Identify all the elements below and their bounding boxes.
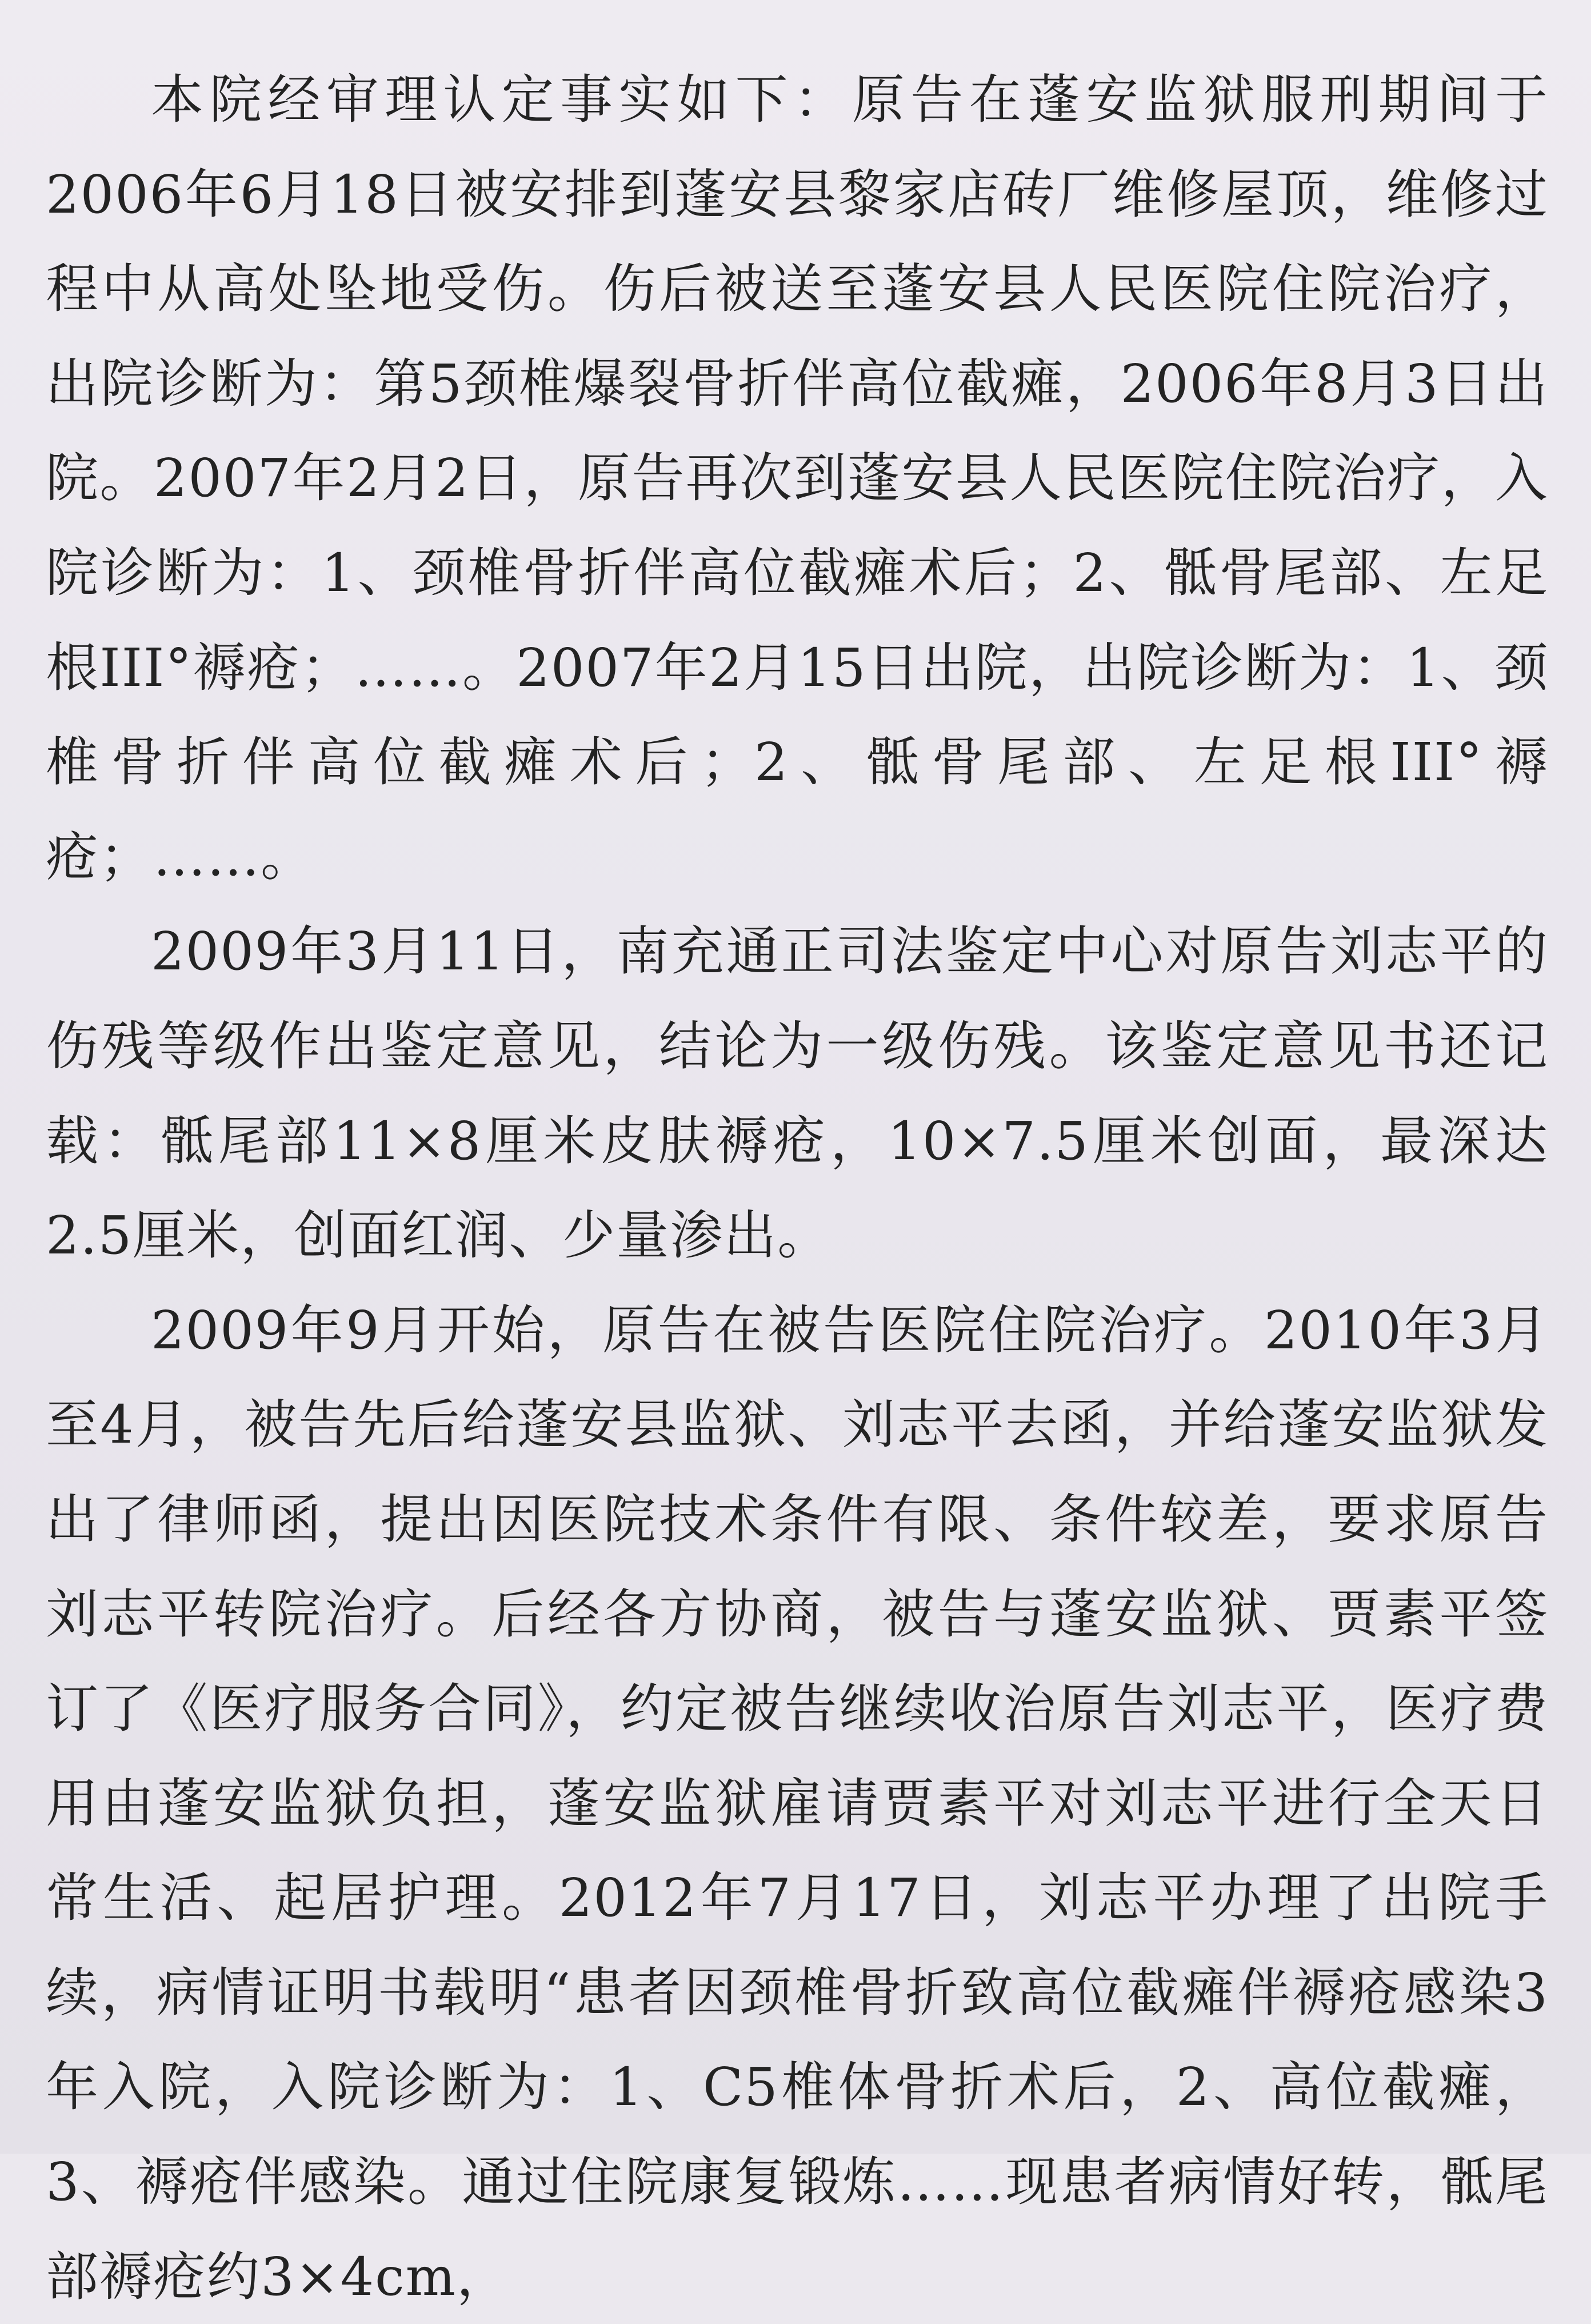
document-body [46, 53, 1549, 2324]
paragraph-hospitalization: 2009年9月开始，原告在被告医院住院治疗。2010年3月至4月，被告先后给蓬安县监狱、刘志平去函，并给蓬安监狱发出了律师函，提出因医院技术条件有限、条件较差，要求原告刘志平转院治疗。后经各方协商，被告与蓬安监狱、贾素平签订了《医疗服务合同》，约定被告继续收治原告刘志平，医疗费用由蓬安监狱负担，蓬安监狱雇请贾素平对刘志平进行全天日常生活、起居护理。2012年7月17日，刘志平办理了出院手续，病情证明书载明“患者因颈椎骨折致高位截瘫伴褥疮感染3年入院，入院诊断为：1、C5椎体骨折术后，2、高位截瘫，3、褥疮伴感染。通过住院康复锻炼……现患者病情好转，骶尾部褥疮约3×4cm， [46, 1299, 1549, 2307]
paragraph-findings-of-fact: 本院经审理认定事实如下：原告在蓬安监狱服刑期间于2006年6月18日被安排到蓬安县黎家店砖厂维修屋顶，维修过程中从高处坠地受伤。伤后被送至蓬安县人民医院住院治疗，出院诊断为：第5颈椎爆裂骨折伴高位截瘫，2006年8月3日出院。2007年2月2日，原告再次到蓬安县人民医院住院治疗，入院诊断为：1、颈椎骨折伴高位截瘫术后；2、骶骨尾部、左足根III°褥疮；……。2007年2月15日出院，出院诊断为：1、颈椎骨折伴高位截瘫术后；2、骶骨尾部、左足根III°褥疮；……。 [46, 69, 1549, 888]
paragraph-disability-appraisal: 2009年3月11日，南充通正司法鉴定中心对原告刘志平的伤残等级作出鉴定意见，结论为一级伤残。该鉴定意见书还记载：骶尾部11×8厘米皮肤褥疮，10×7.5厘米创面，最深达2.5厘米，创面红润、少量渗出。 [46, 921, 1549, 1267]
